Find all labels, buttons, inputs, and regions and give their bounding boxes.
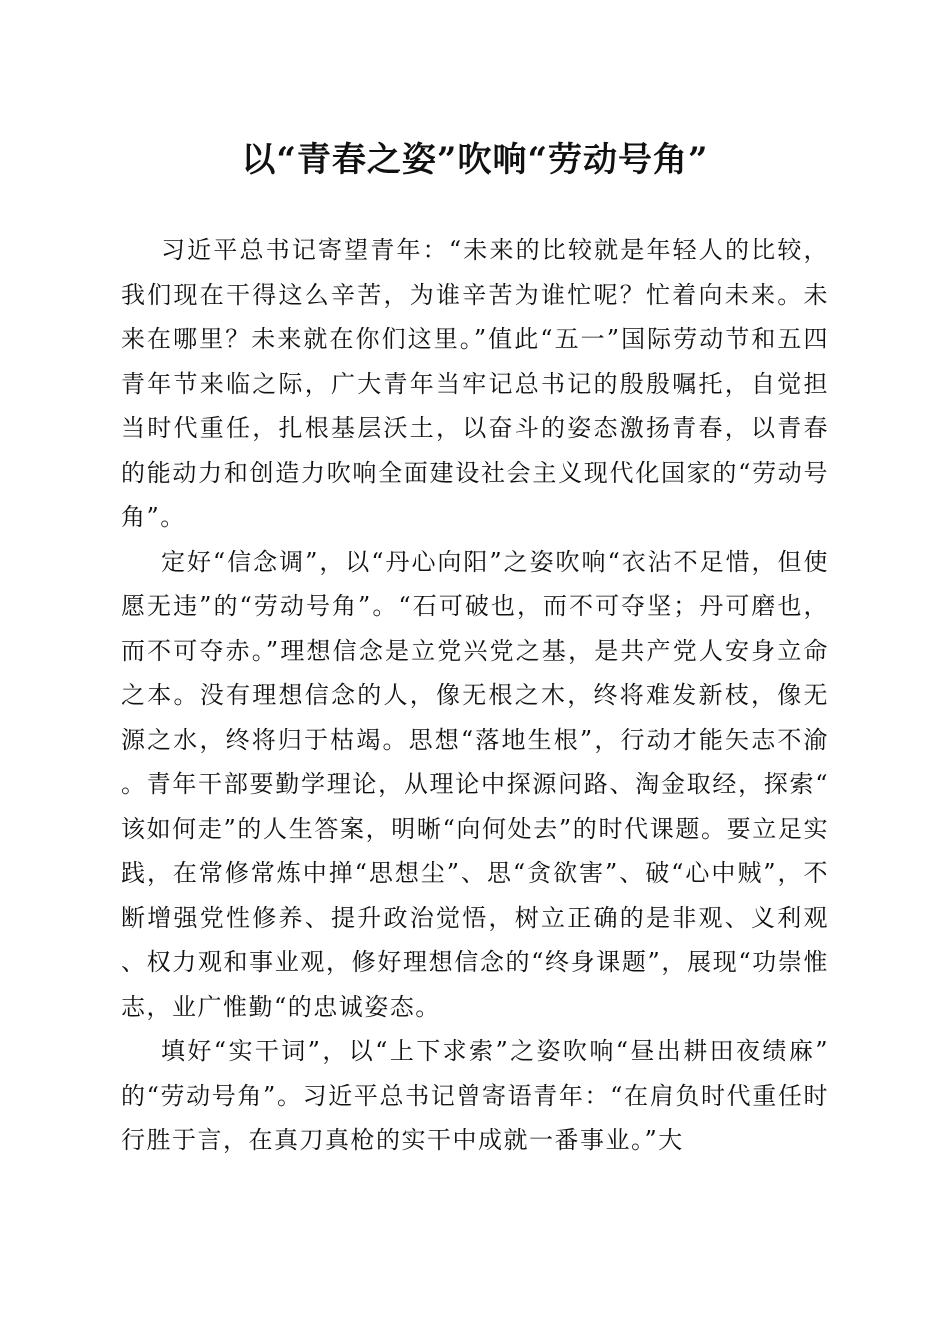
paragraph: 习近平总书记寄望青年：“未来的比较就是年轻人的比较，我们现在干得这么辛苦，为谁辛苦为谁忙呢？忙着向未来。未来在哪里？未来就在你们这里。”值此“五一”国际劳动节和五四青年节来临之际，广大青年当牢记总书记的殷殷嘱托，自觉担当时代重任，扎根基层沃土，以奋斗的姿态激扬青春，以青春的能动力和创造力吹响全面建设社会主义现代化国家的“劳动号角”。 [121,236,829,531]
document-body [121,228,829,1163]
document-title: 以“青春之姿”吹响“劳动号角” [241,140,709,180]
paragraph: 定好“信念调”，以“丹心向阳”之姿吹响“衣沾不足惜，但使愿无违”的“劳动号角”。“石可破也，而不可夺坚；丹可磨也，而不可夺赤。”理想信念是立党兴党之基，是共产党人安身立命之本。没有理想信念的人，像无根之木，终将难发新枝，像无源之水，终将归于枯竭。思想“落地生根”，行动才能矢志不渝。青年干部要勤学理论，从理论中探源问路、淘金取经，探索“该如何走”的人生答案，明晰“向何处去”的时代课题。要立足实践，在常修常炼中掸“思想尘”、思“贪欲害”、破“心中贼”，不断增强党性修养、提升政治觉悟，树立正确的是非观、义利观、权力观和事业观，修好理想信念的“终身课题”，展现“功崇惟志，业广惟勤“的忠诚姿态。 [121,547,829,1021]
paragraph: 填好“实干词”，以“上下求索”之姿吹响“昼出耕田夜绩麻”的“劳动号角”。习近平总书记曾寄语青年：“在肩负时代重任时行胜于言，在真刀真枪的实干中成就一番事业。”大 [121,1037,829,1154]
